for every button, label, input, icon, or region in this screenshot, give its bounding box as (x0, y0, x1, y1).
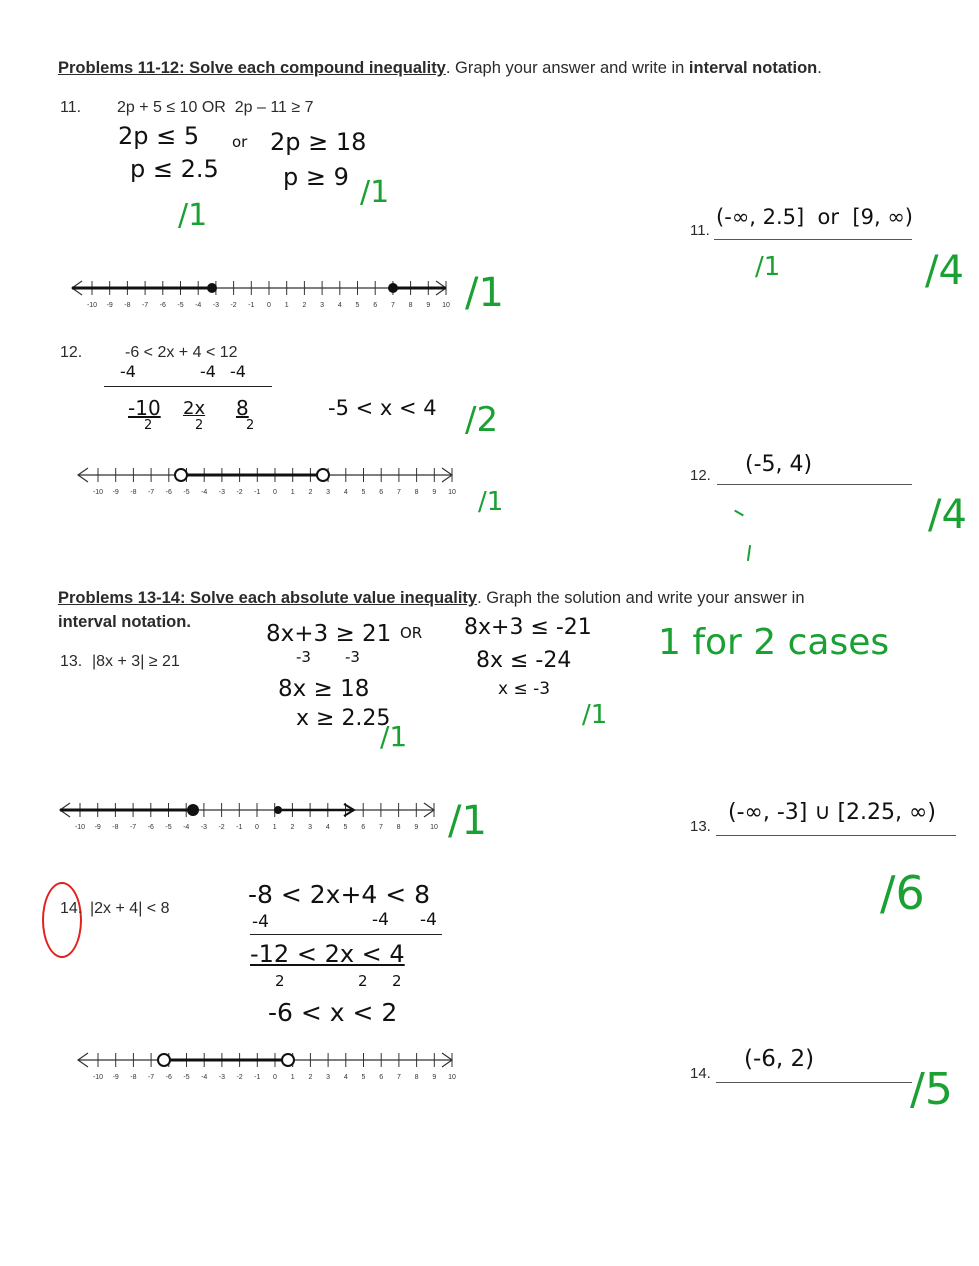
tick-label: -2 (236, 489, 243, 496)
tick-label: -2 (236, 1074, 243, 1081)
section-title: Problems 11-12: Solve each compound inequality (58, 59, 446, 77)
tick-label: -5 (183, 1074, 190, 1081)
work-line: 2 (195, 418, 204, 433)
tick-label: 8 (396, 824, 401, 831)
tick-label: 1 (284, 302, 289, 309)
tick-label: 8 (414, 1074, 419, 1081)
number-line-12 (72, 459, 462, 499)
tick-label: 4 (343, 1074, 348, 1081)
section-title: Problems 13-14: Solve each absolute value inequality (58, 589, 478, 607)
tick-label: 4 (343, 489, 348, 496)
work-line: -6 < x < 2 (268, 998, 398, 1027)
work-line: -12 < 2x < 4 (250, 940, 405, 968)
number-line-11 (66, 272, 456, 312)
answer-value: (-∞, 2.5] or [9, ∞) (716, 205, 913, 229)
tick-mark (747, 545, 751, 561)
tick-label: -9 (112, 489, 119, 496)
work-line: -4 (372, 910, 389, 930)
open-dot (158, 1054, 170, 1066)
problem-statement: |2x + 4| < 8 (90, 900, 170, 917)
score-mark: /1 (465, 270, 504, 316)
score-mark: /1 (582, 700, 608, 730)
work-line: -3 (345, 648, 360, 666)
score-mark: /5 (910, 1064, 953, 1115)
work-divider (104, 386, 272, 387)
tick-label: 7 (396, 489, 401, 496)
tick-label: 4 (325, 824, 330, 831)
closed-dot (388, 283, 398, 293)
work-line: 8x ≤ -24 (476, 648, 572, 673)
tick-label: 9 (414, 824, 419, 831)
section-instructions: . Graph your answer and write in (445, 59, 689, 77)
problem-statement: |8x + 3| ≥ 21 (92, 653, 180, 670)
score-mark: /1 (380, 720, 408, 753)
tick-label: 1 (272, 824, 277, 831)
answer-label: 12. (690, 467, 711, 484)
tick-label: -7 (129, 824, 137, 831)
tick-label: -9 (112, 1074, 119, 1081)
score-mark: /1 (360, 175, 390, 210)
answer-label: 13. (690, 818, 711, 835)
tick-label: 0 (273, 1074, 277, 1081)
tick-label: -5 (165, 824, 172, 831)
tick-label: 3 (320, 302, 325, 309)
problem-number: 13. (60, 653, 83, 670)
score-mark: /1 (478, 487, 504, 517)
tick-label: -1 (248, 302, 255, 309)
tick-label: -9 (106, 302, 113, 309)
tick-label: -6 (147, 824, 154, 831)
work-line: 8 (236, 396, 249, 420)
tick-label: 5 (343, 824, 348, 831)
red-circle-mark (42, 882, 82, 958)
work-line: 2p ≤ 5 (118, 122, 200, 150)
section-header-absolute (58, 589, 805, 608)
answer-value: (-6, 2) (744, 1046, 815, 1072)
score-mark: /2 (465, 400, 499, 440)
solution-graph (175, 469, 329, 481)
work-line: -4 (230, 362, 246, 381)
tick-label: 0 (273, 489, 277, 496)
problem-statement: 2p + 5 ≤ 10 OR 2p – 11 ≥ 7 (117, 99, 314, 116)
score-mark: /1 (448, 798, 487, 844)
work-line: 2 (246, 418, 255, 433)
answer-value: (-∞, -3] ∪ [2.25, ∞) (728, 800, 936, 825)
work-line: OR (400, 624, 423, 642)
section-instructions: . Graph the solution and write your answer in (477, 589, 805, 607)
tick-label: 5 (361, 1074, 366, 1081)
work-line: 8x ≥ 18 (278, 676, 370, 702)
tick-label: -1 (236, 824, 243, 831)
tick-label: 9 (432, 489, 437, 496)
tick-label: -5 (183, 489, 190, 496)
tick-mark (734, 510, 744, 517)
section-header-compound (58, 59, 822, 78)
tick-label: -8 (130, 489, 137, 496)
tick-label: -9 (94, 824, 101, 831)
tick-label: 7 (390, 302, 395, 309)
closed-dot (274, 806, 282, 814)
work-line: 2 (275, 972, 285, 990)
problem-number: 11. (60, 99, 82, 116)
tick-label: -7 (147, 489, 155, 496)
number-line-labels (93, 1074, 456, 1081)
tick-label: 7 (396, 1074, 401, 1081)
score-mark: /4 (928, 492, 967, 538)
tick-label: -10 (74, 824, 86, 831)
tick-label: 5 (361, 489, 366, 496)
work-line: -4 (120, 362, 136, 381)
work-line: x ≤ -3 (498, 679, 551, 699)
open-dot (317, 469, 329, 481)
tick-label: 5 (355, 302, 360, 309)
tick-label: -3 (200, 824, 208, 831)
tick-label: 3 (308, 824, 313, 831)
tick-label: 9 (426, 302, 431, 309)
tick-label: 6 (373, 302, 378, 309)
section-bold-term: interval notation (688, 59, 818, 77)
tick-label: -7 (141, 302, 149, 309)
score-mark: /1 (755, 252, 781, 282)
number-line-labels (93, 489, 456, 496)
work-line: p ≥ 9 (283, 163, 349, 191)
solution-graph (158, 1054, 294, 1066)
work-line: -10 (128, 396, 161, 420)
tick-label: 2 (290, 824, 295, 831)
problem-number: 14. (60, 900, 83, 917)
work-line: or (232, 133, 248, 151)
work-line: -3 (296, 648, 311, 666)
tick-label: -3 (218, 489, 226, 496)
tick-label: -3 (212, 302, 220, 309)
answer-label: 14. (690, 1065, 711, 1082)
tick-label: -6 (159, 302, 166, 309)
number-line-labels (87, 302, 450, 309)
work-line: -4 (252, 912, 269, 932)
tick-label: -10 (92, 489, 104, 496)
tick-label: 0 (255, 824, 259, 831)
closed-dot (207, 283, 217, 293)
tick-label: -6 (165, 1074, 172, 1081)
problem-statement: -6 < 2x + 4 < 12 (125, 344, 238, 361)
problem-number: 12. (60, 344, 83, 361)
open-dot (282, 1054, 294, 1066)
number-line-14 (72, 1044, 462, 1084)
work-line: x ≥ 2.25 (296, 706, 391, 731)
answer-value: (-5, 4) (745, 452, 813, 477)
tick-label: 9 (432, 1074, 437, 1081)
tick-label: 1 (290, 1074, 295, 1081)
tick-label: -8 (124, 302, 131, 309)
tick-label: 3 (326, 489, 331, 496)
work-line: 2p ≥ 18 (270, 128, 367, 156)
section-bold-term: interval notation. (58, 613, 191, 631)
answer-label: 11. (690, 222, 710, 239)
tick-label: 8 (414, 489, 419, 496)
work-line: -5 < x < 4 (328, 396, 437, 420)
tick-label: -4 (195, 302, 202, 309)
tick-label: -10 (86, 302, 98, 309)
tick-label: -7 (147, 1074, 155, 1081)
tick-label: -3 (218, 1074, 226, 1081)
open-dot (175, 469, 187, 481)
tick-label: 0 (267, 302, 271, 309)
grader-note: 1 for 2 cases (658, 622, 890, 663)
section-period: . (817, 59, 822, 77)
tick-label: 6 (379, 1074, 384, 1081)
work-line: 8x+3 ≥ 21 (266, 621, 392, 647)
tick-label: -6 (165, 489, 172, 496)
tick-label: -5 (177, 302, 184, 309)
tick-label: 2 (302, 302, 307, 309)
work-line: 8x+3 ≤ -21 (464, 615, 592, 640)
tick-label: 3 (326, 1074, 331, 1081)
work-line: 2x (183, 398, 206, 419)
work-line: p ≤ 2.5 (130, 155, 219, 183)
tick-label: -10 (92, 1074, 104, 1081)
tick-label: 10 (448, 489, 456, 496)
tick-label: 7 (378, 824, 383, 831)
closed-dot (187, 804, 199, 816)
tick-label: 10 (430, 824, 438, 831)
work-line: -4 (200, 362, 216, 381)
score-mark: /4 (925, 248, 964, 294)
tick-label: 10 (448, 1074, 456, 1081)
score-mark: /6 (880, 866, 925, 920)
number-line-labels (75, 824, 438, 831)
tick-label: -4 (201, 1074, 208, 1081)
work-divider (250, 934, 442, 935)
tick-label: -2 (230, 302, 237, 309)
tick-label: 2 (308, 489, 313, 496)
section-header-line2 (58, 613, 191, 632)
tick-label: -1 (254, 1074, 261, 1081)
tick-label: 10 (442, 302, 450, 309)
tick-label: 2 (308, 1074, 313, 1081)
work-line: 2 (144, 418, 153, 433)
tick-label: -4 (201, 489, 208, 496)
work-line: 2 (358, 972, 368, 990)
tick-label: 4 (337, 302, 342, 309)
work-line: -8 < 2x+4 < 8 (248, 880, 431, 909)
number-line-13 (54, 794, 444, 834)
work-line: -4 (420, 910, 437, 930)
tick-label: -1 (254, 489, 261, 496)
tick-label: 8 (408, 302, 413, 309)
tick-label: 6 (361, 824, 366, 831)
tick-label: 6 (379, 489, 384, 496)
tick-label: -8 (130, 1074, 137, 1081)
score-mark: /1 (178, 198, 208, 233)
tick-label: -8 (112, 824, 119, 831)
tick-label: -4 (183, 824, 190, 831)
work-line: 2 (392, 972, 402, 990)
tick-label: 1 (290, 489, 295, 496)
tick-label: -2 (218, 824, 225, 831)
